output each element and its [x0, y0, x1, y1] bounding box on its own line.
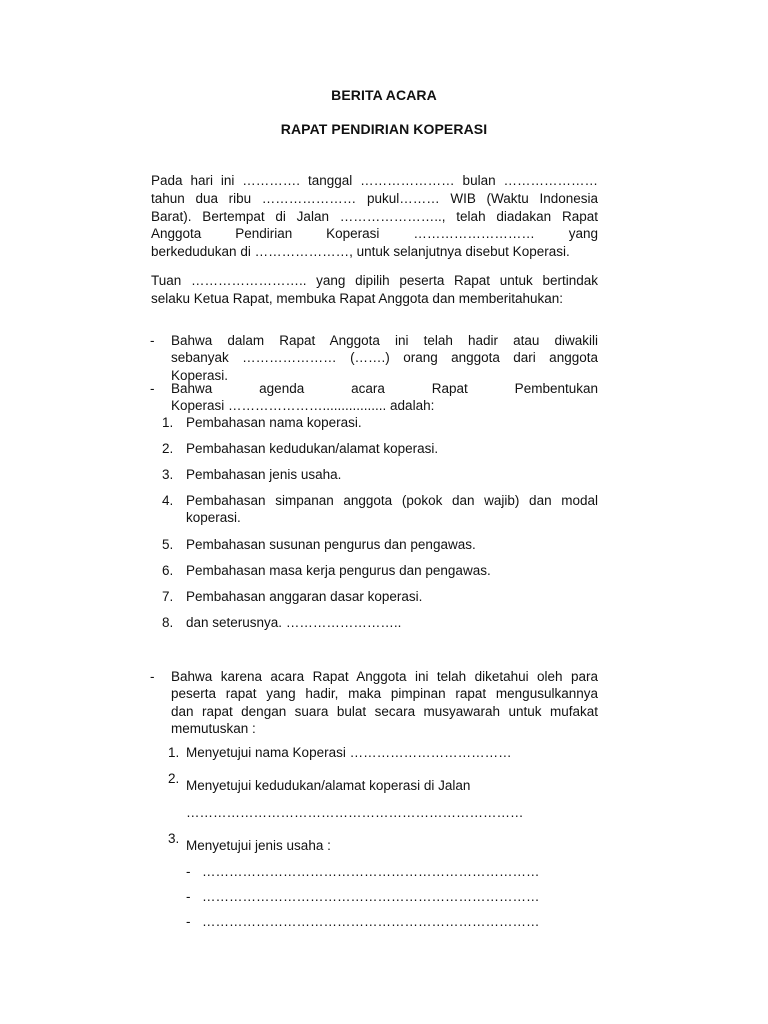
- agenda-item: [162, 466, 598, 483]
- business-dash: -: [186, 889, 191, 904]
- agenda-bullet: [150, 380, 598, 415]
- bullet-line: Bahwa dalam Rapat Anggota ini telah hadir atau diwakili: [171, 333, 598, 348]
- chair-line: selaku Ketua Rapat, membuka Rapat Anggota dan memberitahukan:: [151, 290, 564, 306]
- resolution-number: 3.: [168, 831, 180, 846]
- agenda-text: Pembahasan masa kerja pengurus dan pengawas.: [186, 563, 491, 578]
- agenda-item: [162, 414, 598, 431]
- agenda-item: [162, 492, 598, 527]
- opening-line: tahun dua ribu ………………… pukul……… WIB (Waktu Indonesia: [151, 190, 598, 206]
- business-dash: -: [186, 864, 191, 879]
- agenda-number: 2.: [162, 441, 174, 456]
- agenda-item: [162, 614, 598, 631]
- resolution-text: Menyetujui nama Koperasi ………………………………: [186, 745, 512, 760]
- resolution-text: Menyetujui kedudukan/alamat koperasi di Jalan: [186, 778, 471, 793]
- business-fill-line: …………………………………………………………………: [202, 889, 540, 904]
- document-subtitle: RAPAT PENDIRIAN KOPERASI: [280, 121, 488, 137]
- bullet-line: peserta rapat yang hadir, maka pimpinan rapat mengusulkannya: [171, 686, 598, 702]
- agenda-text: dan seterusnya. ……………………..: [186, 615, 402, 630]
- agenda-text: Pembahasan nama koperasi.: [186, 415, 362, 430]
- agenda-number: 4.: [162, 493, 174, 508]
- opening-paragraph: [151, 172, 598, 261]
- bullet-line: memutuskan :: [171, 721, 256, 737]
- agenda-number: 5.: [162, 537, 174, 552]
- agenda-text: Pembahasan susunan pengurus dan pengawas.: [186, 537, 476, 552]
- address-fill-line: …………………………………………………………………: [186, 805, 524, 820]
- bullet-line: Koperasi …………………................. adalah:: [171, 398, 435, 414]
- bullet-line: Koperasi.: [171, 367, 229, 383]
- agenda-text: Pembahasan kedudukan/alamat koperasi.: [186, 441, 439, 456]
- chair-paragraph: [151, 272, 598, 308]
- business-fill-line: …………………………………………………………………: [202, 864, 540, 879]
- opening-line: Anggota Pendirian Koperasi ……………………… yang: [151, 226, 598, 242]
- bullet-dash: -: [150, 333, 155, 348]
- agenda-number: 7.: [162, 589, 174, 604]
- agenda-text: Pembahasan jenis usaha.: [186, 467, 342, 482]
- opening-line: berkedudukan di …………………, untuk selanjutnya disebut Koperasi.: [151, 244, 570, 260]
- resolution-number: 1.: [168, 745, 180, 760]
- agenda-number: 1.: [162, 415, 174, 430]
- agenda-number: 8.: [162, 615, 174, 630]
- opening-line: Pada hari ini …………. tanggal ………………… bulan …………………: [151, 173, 598, 188]
- agenda-number: 3.: [162, 467, 174, 482]
- bullet-dash: -: [150, 669, 155, 684]
- agenda-text: Pembahasan simpanan anggota (pokok dan wajib) dan modal koperasi.: [186, 493, 598, 526]
- bullet-line: dan rapat dengan suara bulat secara musyawarah untuk mufakat: [171, 703, 598, 719]
- decision-bullet: [150, 668, 598, 738]
- attendance-bullet: [150, 332, 598, 384]
- bullet-line: sebanyak ………………… (…….) orang anggota dari anggota: [171, 350, 598, 366]
- bullet-line: Bahwa karena acara Rapat Anggota ini telah diketahui oleh para: [171, 669, 598, 684]
- agenda-item: [162, 562, 598, 579]
- resolution-number: 2.: [168, 771, 180, 786]
- agenda-text: Pembahasan anggaran dasar koperasi.: [186, 589, 423, 604]
- chair-line: Tuan …………………….. yang dipilih peserta Rapat untuk bertindak: [151, 273, 598, 288]
- bullet-line: Bahwa agenda acara Rapat Pembentukan: [171, 381, 598, 396]
- opening-line: Barat). Bertempat di Jalan ………………….., telah diadakan Rapat: [151, 208, 598, 224]
- business-fill-line: …………………………………………………………………: [202, 914, 540, 929]
- resolution-text: Menyetujui jenis usaha :: [186, 838, 331, 853]
- agenda-item: [162, 536, 598, 553]
- business-dash: -: [186, 914, 191, 929]
- document-title: BERITA ACARA: [331, 87, 437, 103]
- agenda-item: [162, 440, 598, 457]
- agenda-number: 6.: [162, 563, 174, 578]
- bullet-dash: -: [150, 381, 155, 396]
- agenda-item: [162, 588, 598, 605]
